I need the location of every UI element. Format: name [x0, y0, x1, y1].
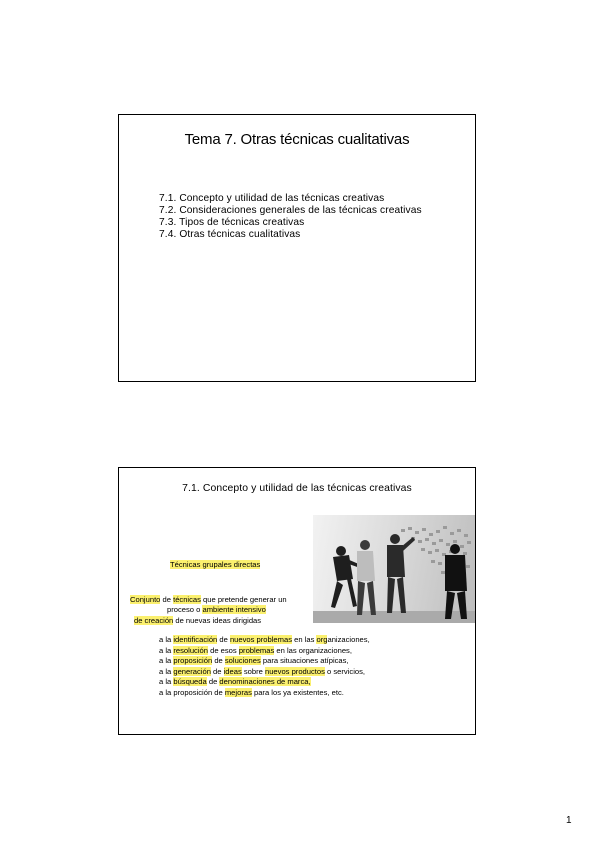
- slide-1: [118, 114, 476, 382]
- list-item: 7.1. Concepto y utilidad de las técnicas creativas: [159, 193, 385, 204]
- list-item: a la identificación de nuevos problemas en las organizaciones,: [159, 635, 370, 644]
- list-item: a la generación de ideas sobre nuevos productos o servicios,: [159, 666, 366, 676]
- page-number: 1: [566, 815, 572, 826]
- list-item: 7.2. Consideraciones generales de las técnicas creativas: [159, 205, 422, 216]
- list-item: a la resolución de esos problemas en las organizaciones,: [159, 645, 352, 655]
- people-at-wall-photo: [313, 515, 475, 623]
- purpose-list: [159, 635, 370, 699]
- slide-1-contents-list: [159, 193, 422, 241]
- list-item: a la proposición de mejoras para los ya existentes, etc.: [159, 687, 344, 697]
- section-heading: Técnicas grupales directas: [170, 560, 261, 569]
- intro-line-1: Conjunto de técnicas que pretende generar un: [130, 595, 287, 604]
- slide-2: [118, 467, 476, 735]
- list-item: 7.3. Tipos de técnicas creativas: [159, 217, 305, 228]
- slide-2-title: 7.1. Concepto y utilidad de las técnicas creativas: [182, 483, 412, 494]
- intro-line-3: de creación de nuevas ideas dirigidas: [134, 616, 262, 625]
- intro-line-2: proceso o ambiente intensivo: [167, 605, 266, 614]
- list-item: a la búsqueda de denominaciones de marca,: [159, 677, 311, 687]
- slide-1-title: Tema 7. Otras técnicas cualitativas: [184, 131, 410, 148]
- list-item: 7.4. Otras técnicas cualitativas: [159, 229, 301, 240]
- list-item: a la proposición de soluciones para situaciones atípicas,: [159, 656, 349, 666]
